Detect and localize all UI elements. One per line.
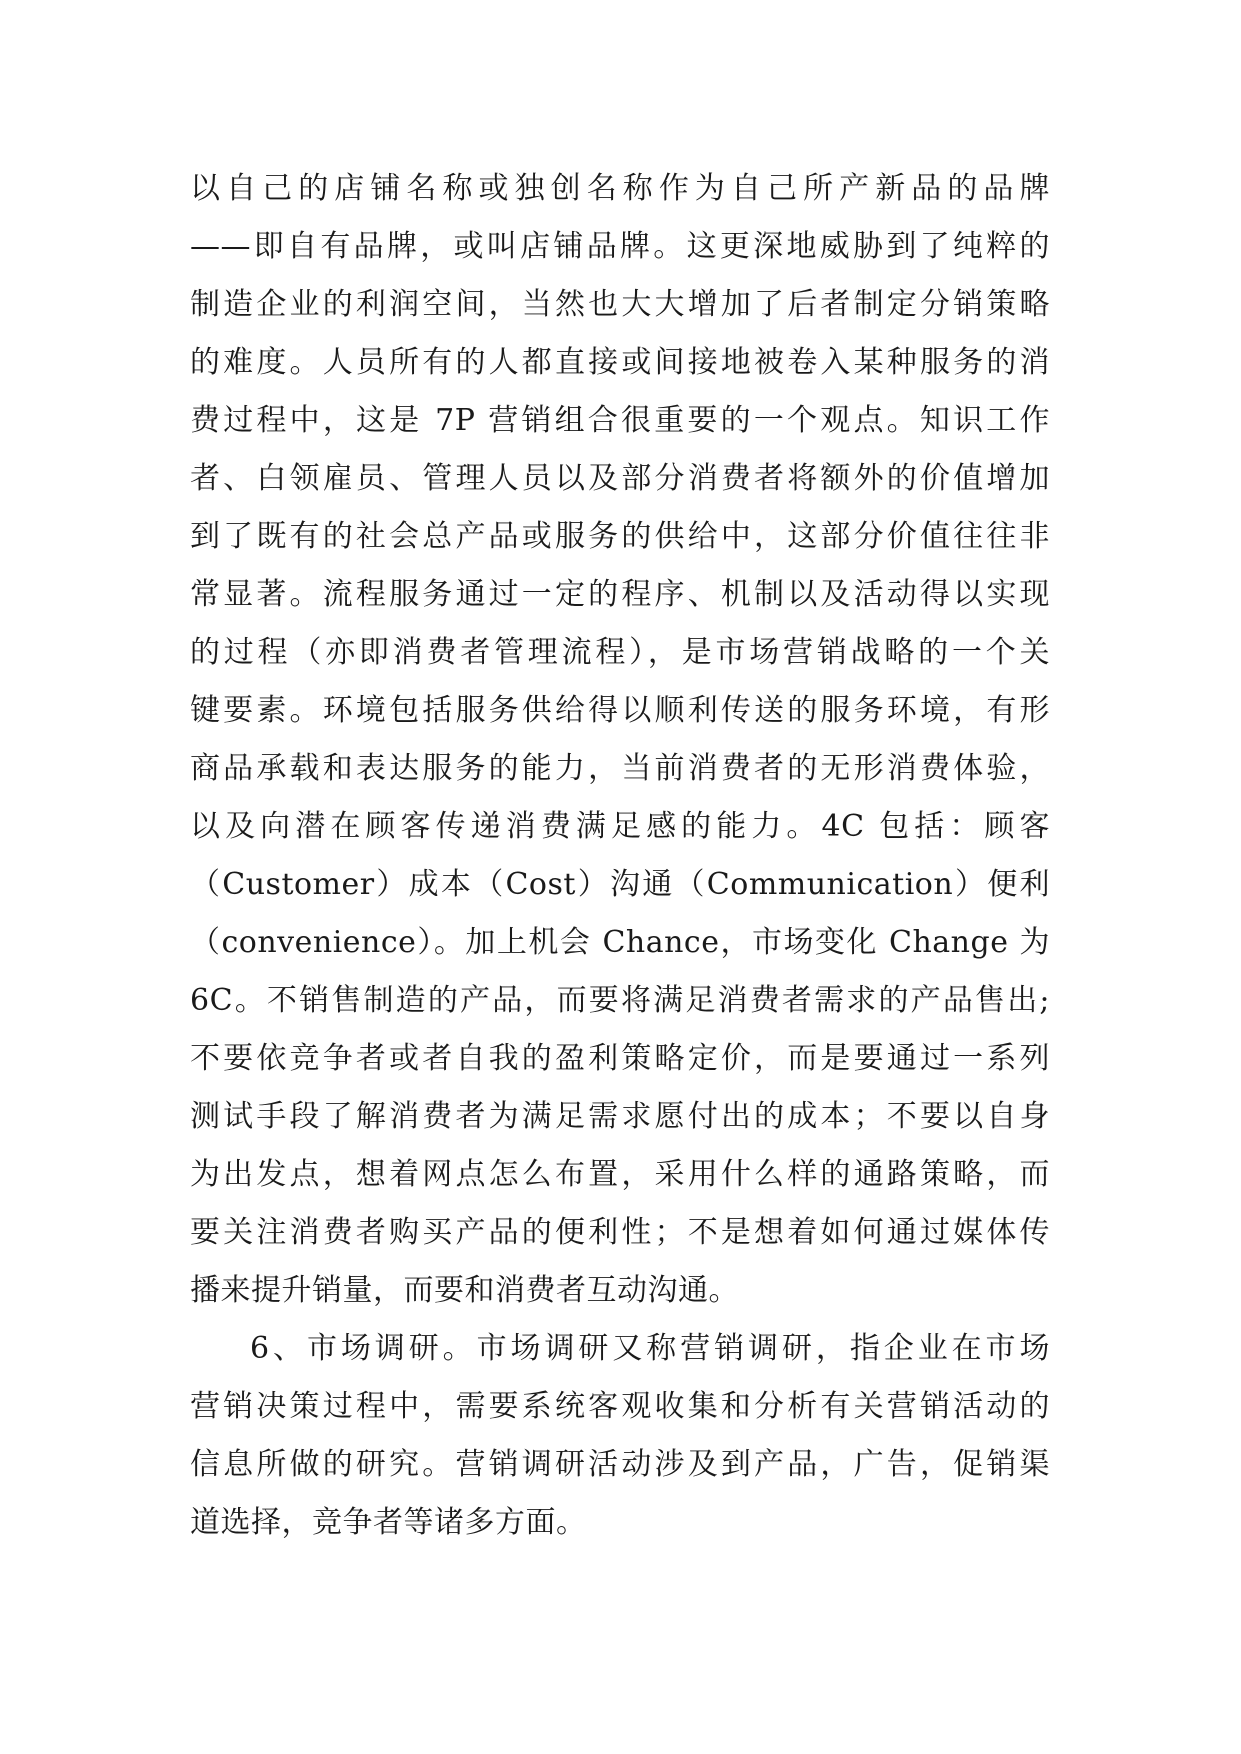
text-line: 6C。不销售制造的产品，而要将满足消费者需求的产品售出; [190,983,1050,1018]
text-line: 以及向潜在顾客传递消费满足感的能力。4C 包括：顾客 [190,809,1050,844]
text-line: 为出发点，想着网点怎么布置，采用什么样的通路策略，而 [190,1157,1050,1192]
text-line: 的难度。人员所有的人都直接或间接地被卷入某种服务的消 [190,345,1050,380]
text-line: 费过程中，这是 7P 营销组合很重要的一个观点。知识工作 [190,403,1050,438]
text-line: 营销决策过程中，需要系统客观收集和分析有关营销活动的 [190,1389,1050,1424]
text-line: 播来提升销量，而要和消费者互动沟通。 [190,1273,739,1308]
text-line: 商品承载和表达服务的能力，当前消费者的无形消费体验， [190,751,1050,786]
text-line: ——即自有品牌，或叫店铺品牌。这更深地威胁到了纯粹的 [190,229,1050,264]
text-line: 6、市场调研。市场调研又称营销调研，指企业在市场 [250,1331,1050,1366]
text-line: 以自己的店铺名称或独创名称作为自己所产新品的品牌 [190,171,1050,206]
text-line: （convenience）。加上机会 Chance，市场变化 Change 为 [190,925,1050,960]
text-line: 道选择，竞争者等诸多方面。 [190,1505,587,1540]
text-line: 常显著。流程服务通过一定的程序、机制以及活动得以实现 [190,577,1050,612]
text-line: 到了既有的社会总产品或服务的供给中，这部分价值往往非 [190,519,1050,554]
text-line: 键要素。环境包括服务供给得以顺利传送的服务环境，有形 [190,693,1050,728]
text-line: 者、白领雇员、管理人员以及部分消费者将额外的价值增加 [190,461,1050,496]
text-line: 信息所做的研究。营销调研活动涉及到产品，广告，促销渠 [190,1447,1050,1482]
text-line: 不要依竞争者或者自我的盈利策略定价，而是要通过一系列 [190,1041,1050,1076]
text-line: 的过程（亦即消费者管理流程），是市场营销战略的一个关 [190,635,1050,670]
text-line: 制造企业的利润空间，当然也大大增加了后者制定分销策略 [190,287,1050,322]
text-line: 测试手段了解消费者为满足需求愿付出的成本；不要以自身 [190,1099,1050,1134]
text-line: 要关注消费者购买产品的便利性；不是想着如何通过媒体传 [190,1215,1050,1250]
text-line: （Customer）成本（Cost）沟通（Communication）便利 [190,867,1050,902]
body-text [190,160,1050,1552]
